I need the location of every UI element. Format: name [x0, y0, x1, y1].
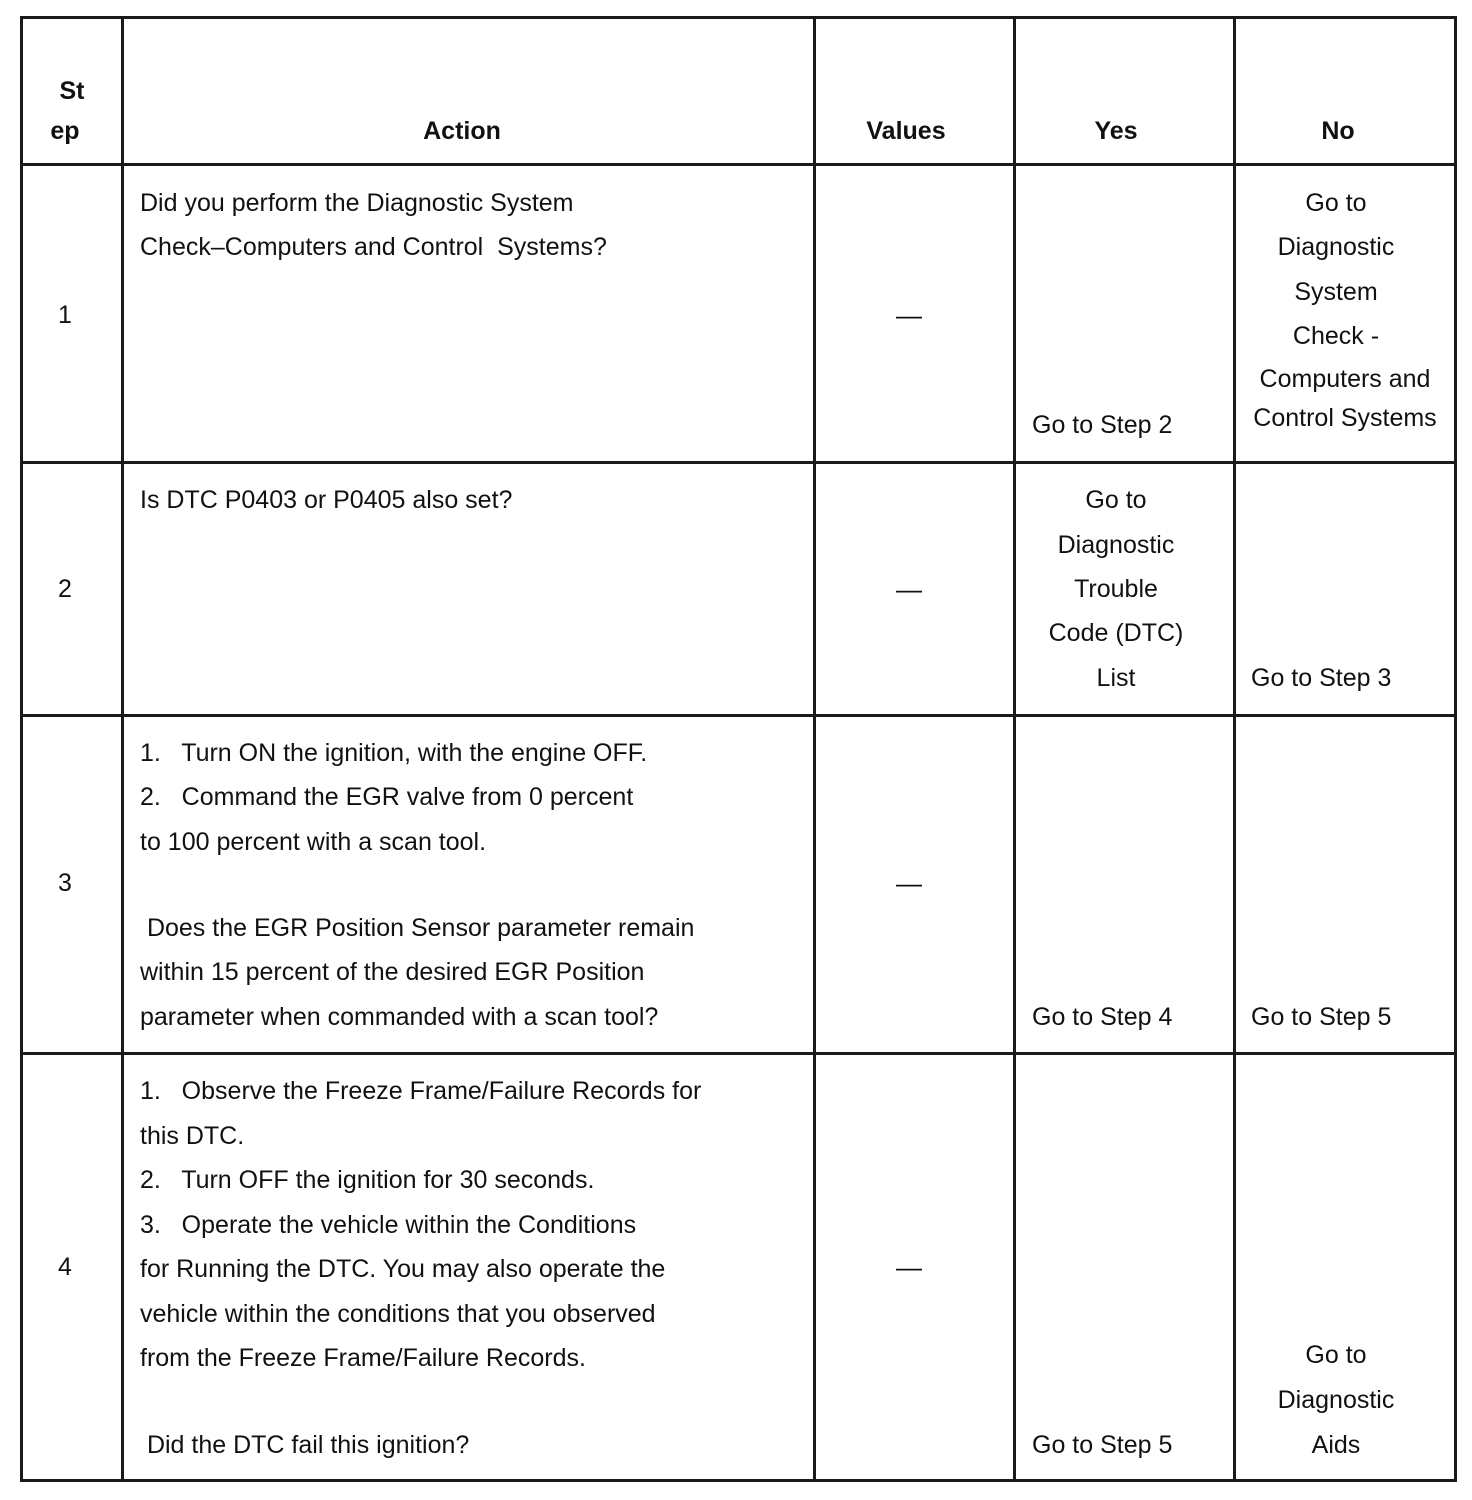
header-step-line1: St — [59, 77, 85, 105]
row-4-step: 4 — [58, 1253, 72, 1281]
row-3-value: — — [896, 868, 922, 898]
row-4-action-line-1: 1. Observe the Freeze Frame/Failure Records for — [140, 1077, 702, 1105]
row-1-no-line-1: Go to — [1305, 189, 1367, 217]
row-4-value: — — [896, 1252, 922, 1282]
row-3-no: Go to Step 5 — [1251, 1003, 1392, 1031]
row-1-no-line-2: Diagnostic — [1277, 233, 1395, 261]
table-border-bottom — [20, 1479, 1457, 1482]
row-2-step: 2 — [58, 575, 72, 603]
row-2-value: — — [896, 574, 922, 604]
row-1-no-line-5: Computers and — [1259, 365, 1431, 393]
row-2-no: Go to Step 3 — [1251, 664, 1392, 692]
row-1-value: — — [896, 300, 922, 330]
row-1-yes: Go to Step 2 — [1032, 411, 1173, 439]
row-divider-2 — [20, 714, 1457, 717]
header-yes: Yes — [1094, 117, 1138, 145]
row-4-no-line-2: Diagnostic — [1277, 1386, 1395, 1414]
row-divider-3 — [20, 1052, 1457, 1055]
row-3-action-line-5: Does the EGR Position Sensor parameter remain — [140, 914, 695, 942]
row-4-action-line-2: this DTC. — [140, 1122, 245, 1150]
row-3-yes: Go to Step 4 — [1032, 1003, 1173, 1031]
row-2-yes-line-2: Diagnostic — [1057, 531, 1175, 559]
row-4-action-line-7: from the Freeze Frame/Failure Records. — [140, 1344, 586, 1372]
row-2-yes-line-5: List — [1096, 664, 1136, 692]
header-no: No — [1321, 117, 1355, 145]
row-3-step: 3 — [58, 869, 72, 897]
row-2-yes-line-3: Trouble — [1074, 575, 1158, 603]
row-4-yes: Go to Step 5 — [1032, 1431, 1173, 1459]
row-1-no-line-6: Control Systems — [1253, 404, 1437, 432]
row-4-action-line-9: Did the DTC fail this ignition? — [140, 1431, 470, 1459]
row-2-yes-line-4: Code (DTC) — [1048, 619, 1184, 647]
row-1-action-line-1: Did you perform the Diagnostic System — [140, 189, 574, 217]
row-2-yes-line-1: Go to — [1085, 486, 1147, 514]
row-4-no-line-1: Go to — [1305, 1341, 1367, 1369]
header-values: Values — [866, 117, 946, 145]
row-1-action-line-2: Check–Computers and Control Systems? — [140, 233, 607, 261]
row-3-action-line-3: to 100 percent with a scan tool. — [140, 828, 487, 856]
row-1-step: 1 — [58, 301, 72, 329]
row-4-no-line-3: Aids — [1311, 1431, 1361, 1459]
row-3-action-line-2: 2. Command the EGR valve from 0 percent — [140, 783, 634, 811]
row-3-action-line-7: parameter when commanded with a scan tool? — [140, 1003, 659, 1031]
row-4-action-line-6: vehicle within the conditions that you observed — [140, 1300, 656, 1328]
table-border-right — [1454, 16, 1457, 1482]
col-divider-values — [1013, 16, 1016, 1482]
table-border-top — [20, 16, 1457, 19]
row-divider-1 — [20, 461, 1457, 464]
row-4-action-line-5: for Running the DTC. You may also operate the — [140, 1255, 666, 1283]
header-step-line2: ep — [50, 117, 80, 145]
row-1-no-line-4: Check - — [1292, 322, 1380, 350]
header-divider — [20, 163, 1457, 166]
header-action: Action — [423, 117, 501, 145]
row-1-no-line-3: System — [1294, 278, 1378, 306]
col-divider-step — [121, 16, 124, 1482]
row-3-action-line-1: 1. Turn ON the ignition, with the engine OFF. — [140, 739, 648, 767]
row-2-action-line-1: Is DTC P0403 or P0405 also set? — [140, 486, 513, 514]
row-3-action-line-6: within 15 percent of the desired EGR Position — [140, 958, 645, 986]
row-4-action-line-3: 2. Turn OFF the ignition for 30 seconds. — [140, 1166, 595, 1194]
row-4-action-line-4: 3. Operate the vehicle within the Conditions — [140, 1211, 637, 1239]
